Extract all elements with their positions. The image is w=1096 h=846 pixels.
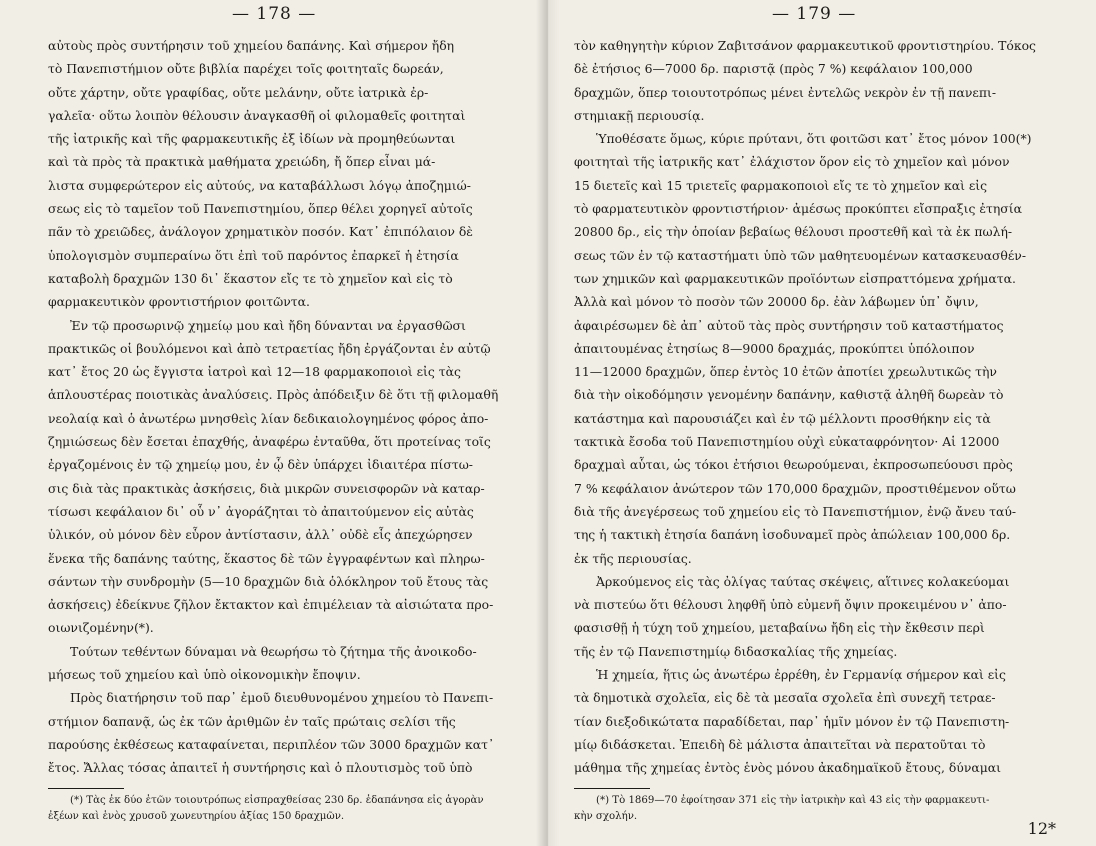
text-line: πᾶν τὸ χρειῶδες, ἀνάλογον χρηματικὸν ποσόν. Κατ᾽ ἐπιπόλαιον δὲ bbox=[48, 224, 473, 240]
text-line: μήσεως τοῦ χημείου καὶ ὑπὸ οἰκονομικὴν ἔποψιν. bbox=[48, 667, 361, 683]
text-line: Πρὸς διατήρησιν τοῦ παρ᾽ ἐμοῦ διευθυνομένου χημείου τὸ Πανεπι- bbox=[70, 690, 494, 706]
right-footnote bbox=[574, 793, 1072, 825]
text-line: παρούσης ἐκθέσεως καταφαίνεται, περιπλέον τῶν 3000 δραχμῶν κατ᾽ bbox=[48, 736, 495, 752]
text-line: 7 % κεφάλαιον ἀνώτερον τῶν 170,000 δραχμῶν, προστιθέμενον οὕτω bbox=[574, 480, 1016, 496]
text-line: διὰ τὴν οἰκοδόμησιν γενομένην δαπάνην, καθιστᾷ ἀληθῆ δωρεὰν τὸ bbox=[574, 387, 1004, 403]
text-line: οιωνιζομένην(*). bbox=[48, 620, 154, 636]
text-line: ἀφαιρέσωμεν δὲ ἀπ᾽ αὐτοῦ τὰς πρὸς συντήρησιν τοῦ καταστήματος bbox=[574, 317, 1004, 333]
text-line: της ἡ τακτικὴ ἐτησία δαπάνη ἰσοδυναμεῖ πρὸς ἀπώλειαν 100,000 δρ. bbox=[574, 527, 1011, 543]
text-line: Ἀρκούμενος εἰς τὰς ὀλίγας ταύτας σκέψεις, αἵτινες κολακεύομαι bbox=[596, 573, 1010, 589]
text-line: Ὑποθέσατε ὅμως, κύριε πρύτανι, ὅτι φοιτῶσι κατ᾽ ἔτος μόνον 100(*) bbox=[596, 131, 1032, 147]
text-line: καὶ τὰ πρὸς τὰ πρακτικὰ μαθήματα χρειώδη, ἤ ὅπερ εἶναι μά- bbox=[48, 154, 436, 170]
text-line: φοιτηταὶ τῆς ἰατρικῆς κατ᾽ ἐλάχιστον ὅρον εἰς τὸ χημεῖον καὶ μόνον bbox=[574, 154, 1010, 170]
left-page-number: — 178 — bbox=[232, 4, 317, 24]
paragraph bbox=[48, 314, 532, 640]
right-page-number: — 179 — bbox=[772, 4, 857, 24]
text-line: τακτικὰ ἔσοδα τοῦ Πανεπιστημίου οὐχὶ εὐκαταφρόνητον· Αἱ 12000 bbox=[574, 434, 1000, 450]
text-line: τὸν καθηγητὴν κύριον Ζαβιτσάνον φαρμακευτικοῦ φροντιστηρίου. Τόκος bbox=[574, 38, 1036, 53]
paragraph bbox=[48, 686, 532, 779]
text-line: τῆς ἐν τῷ Πανεπιστημίῳ διδασκαλίας τῆς χημείας. bbox=[574, 643, 898, 659]
text-line: φασισθῇ ἡ τύχη τοῦ χημείου, μεταβαίνω ἤδη εἰς τὴν ἔκθεσιν περὶ bbox=[574, 620, 985, 636]
right-page-body bbox=[574, 34, 1072, 780]
text-line: στημιακῇ περιουσίᾳ. bbox=[574, 107, 705, 123]
paragraph bbox=[574, 127, 1072, 570]
footnote-line: (*) Τὸ 1869—70 ἐφοίτησαν 371 εἰς τὴν ἰατρικὴν καὶ 43 εἰς τὴν φαρμακευτι- bbox=[596, 794, 990, 806]
footnote-rule bbox=[574, 788, 650, 789]
text-line: σάντων τὴν συνδρομὴν (5—10 δραχμῶν διὰ ὁλόκληρον τοῦ ἔτους τὰς bbox=[48, 573, 489, 589]
footnote-line: (*) Τὰς ἐκ δύο ἐτῶν τοιουτρόπως εἰσπραχθείσας 230 δρ. ἐδαπάνησα εἰς ἀγορὰν bbox=[70, 794, 484, 806]
text-line: αὐτοὺς πρὸς συντήρησιν τοῦ χημείου δαπάνης. Καὶ σήμερον ἤδη bbox=[48, 38, 455, 53]
text-line: κατ᾽ ἔτος 20 ὡς ἔγγιστα ἰατροὶ καὶ 12—18 φαρμακοποιοὶ εἰς τὰς bbox=[48, 364, 461, 380]
text-line: νεολαίᾳ καὶ ὁ ἀνωτέρω μνησθεὶς λίαν δεδικαιολογημένος φόρος ἀπο- bbox=[48, 410, 489, 426]
footnote-line: κὴν σχολήν. bbox=[574, 810, 638, 822]
text-line: δὲ ἐτήσιος 6—7000 δρ. παριστᾷ (πρὸς 7 %) κεφάλαιον 100,000 bbox=[574, 61, 973, 77]
text-line: σεως εἰς τὸ ταμεῖον τοῦ Πανεπιστημίου, ὅπερ θέλει χορηγεῖ αὐτοῖς bbox=[48, 201, 473, 217]
text-line: δραχμῶν, ὅπερ τοιουτοτρόπως μένει ἐντελῶς νεκρὸν ἐν τῇ πανεπι- bbox=[574, 84, 997, 100]
text-line: ἁπλουστέρας ποιοτικὰς ἀναλύσεις. Πρὸς ἀπόδειξιν δὲ ὅτι τῇ φιλομαθῆ bbox=[48, 387, 499, 403]
text-line: ὑλικόν, οὐ μόνον δὲν εὗρον ἀντίστασιν, ἀλλ᾽ οὐδὲ εἷς ἀπεχώρησεν bbox=[48, 527, 473, 543]
text-line: μάθημα τῆς χημείας ἐντὸς ἑνὸς μόνου ἀκαδημαϊκοῦ ἔτους, δύναμαι bbox=[574, 760, 1001, 776]
paragraph bbox=[48, 34, 532, 314]
text-line: τίαν διεξοδικώτατα παραδίδεται, παρ᾽ ἡμῖν μόνον ἐν τῷ Πανεπιστη- bbox=[574, 713, 1010, 729]
paragraph bbox=[574, 34, 1072, 127]
right-page bbox=[548, 0, 1096, 846]
footnote-line: ἐξέων καὶ ἑνὸς χρυσοῦ χωνευτηρίου ἀξίας 150 δραχμῶν. bbox=[48, 810, 345, 822]
text-line: ἐκ τῆς περιουσίας. bbox=[574, 550, 692, 566]
text-line: διὰ τῆς ἀνεγέρσεως τοῦ χημείου εἰς τὸ Πανεπιστήμιον, ἐνῷ ἄνευ ταύ- bbox=[574, 503, 1017, 519]
text-line: σεως τῶν ἐν τῷ καταστήματι ὑπὸ τῶν μαθητευομένων κατασκευασθέν- bbox=[574, 247, 1027, 263]
text-line: πρακτικῶς οἱ βουλόμενοι καὶ ἀπὸ τετραετίας ἤδη ἐργάζονται ἐν αὐτῷ bbox=[48, 340, 491, 356]
text-line: 11—12000 δραχμῶν, ὅπερ ἐντὸς 10 ἐτῶν ἀποτίει χρεωλυτικῶς τὴν bbox=[574, 364, 997, 380]
text-line: δραχμαὶ αὗται, ὡς τόκοι ἐτήσιοι θεωρούμεναι, ἐκπροσωπεύουσι πρὸς bbox=[574, 457, 1013, 473]
text-line: ἀσκήσεις) ἐδείκνυε ζῆλον ἔκτακτον καὶ ἐπιμέλειαν τὰ αἰσιώτατα προ- bbox=[48, 597, 494, 613]
text-line: μίῳ διδάσκεται. Ἐπειδὴ δὲ μάλιστα ἀπαιτεῖται νὰ περατοῦται τὸ bbox=[574, 736, 986, 752]
text-line: ἀπαιτουμένας ἐτησίως 8—9000 δραχμάς, προκύπτει ὑπόλοιπον bbox=[574, 340, 975, 356]
text-line: ὑπολογισμὸν συμπεραίνω ὅτι ἐπὶ τοῦ παρόντος ἐπαρκεῖ ἡ ἐτησία bbox=[48, 247, 459, 263]
text-line: τὸ φαρματευτικὸν φροντιστήριον· ἀμέσως προκύπτει εἴσπραξις ἐτησία bbox=[574, 201, 1022, 217]
text-line: τίσωσι κεφάλαιον δι᾽ οὗ ν᾽ ἀγοράζηται τὸ ἀπαιτούμενον εἰς αὐτὰς bbox=[48, 503, 474, 519]
text-line: στήμιον δαπανᾷ, ὡς ἐκ τῶν ἀριθμῶν ἐν ταῖς πρώταις σελίσι τῆς bbox=[48, 713, 456, 729]
text-line: ἕνεκα τῆς δαπάνης ταύτης, ἕκαστος δὲ τῶν ἐγγραφέντων καὶ πληρω- bbox=[48, 550, 485, 566]
text-line: των χημικῶν καὶ φαρμακευτικῶν προϊόντων εἰσπραττόμενα χρήματα. bbox=[574, 270, 1016, 286]
text-line: Ἐν τῷ προσωρινῷ χημείῳ μου καὶ ἤδη δύνανται να ἐργασθῶσι bbox=[70, 317, 466, 333]
text-line: τὸ Πανεπιστήμιον οὔτε βιβλία παρέχει τοῖς φοιτηταῖς δωρεάν, bbox=[48, 61, 444, 77]
text-line: γαλεῖα· οὕτω λοιπὸν θέλουσιν ἀναγκασθῆ οἱ φιλομαθεῖς φοιτηταὶ bbox=[48, 107, 466, 123]
left-footnote bbox=[48, 793, 532, 825]
paragraph bbox=[574, 663, 1072, 779]
text-line: τῆς ἰατρικῆς καὶ τῆς φαρμακευτικῆς ἐξ ἰδίων νὰ προμηθεύωνται bbox=[48, 131, 456, 147]
signature-mark: 12* bbox=[1027, 819, 1056, 838]
text-line: σις διὰ τὰς πρακτικὰς ἀσκήσεις, διὰ μικρῶν συνεισφορῶν νὰ καταρ- bbox=[48, 480, 485, 496]
text-line: ἔτος. Ἄλλας τόσας ἀπαιτεῖ ἡ συντήρησις καὶ ὁ πλουτισμὸς τοῦ ὑπὸ bbox=[48, 760, 473, 776]
text-line: ἐργαζομένοις ἐν τῷ χημείῳ μου, ἐν ᾧ δὲν ὑπάρχει ἰδιαιτέρα πίστω- bbox=[48, 457, 473, 473]
text-line: Τούτων τεθέντων δύναμαι νὰ θεωρήσω τὸ ζήτημα τῆς ἀνοικοδο- bbox=[70, 643, 477, 659]
text-line: νὰ πιστεύω ὅτι θέλουσι ληφθῆ ὑπὸ εὐμενῆ ὄψιν προκειμένου ν᾽ ἀπο- bbox=[574, 597, 1007, 613]
text-line: Ἡ χημεία, ἥτις ὡς ἀνωτέρω ἐρρέθη, ἐν Γερμανίᾳ σήμερον καὶ εἰς bbox=[596, 667, 1006, 683]
text-line: λιστα συμφερώτερον εἰς αὐτούς, να καταβάλλωσι λόγῳ ἀποζημιώ- bbox=[48, 177, 471, 193]
text-line: κατάστημα καὶ παρουσιάζει καὶ ἐν τῷ μέλλοντι προσθήκην εἰς τὰ bbox=[574, 410, 991, 426]
paragraph bbox=[48, 640, 532, 687]
text-line: 20800 δρ., εἰς τὴν ὁποίαν βεβαίως θέλουσι προστεθῆ καὶ τὰ ἐκ πωλή- bbox=[574, 224, 1013, 240]
text-line: Ἀλλὰ καὶ μόνον τὸ ποσὸν τῶν 20000 δρ. ἐὰν λάβωμεν ὑπ᾽ ὄψιν, bbox=[574, 294, 979, 310]
paragraph bbox=[574, 570, 1072, 663]
text-line: τὰ δημοτικὰ σχολεῖα, εἰς δὲ τὰ μεσαῖα σχολεῖα ἐπὶ συνεχῆ τετραε- bbox=[574, 690, 996, 706]
text-line: 15 διετεῖς καὶ 15 τριετεῖς φαρμακοποιοὶ εἴς τε τὸ χημεῖον καὶ εἰς bbox=[574, 177, 988, 193]
footnote-rule bbox=[48, 788, 124, 789]
left-page-body bbox=[48, 34, 532, 780]
text-line: οὔτε χάρτην, οὔτε γραφίδας, οὔτε μελάνην, οὔτε ἰατρικὰ ἐρ- bbox=[48, 84, 429, 100]
text-line: καταβολὴ δραχμῶν 130 δι᾽ ἕκαστον εἴς τε τὸ χημεῖον καὶ εἰς τὸ bbox=[48, 270, 453, 286]
text-line: ζημιώσεως δὲν ἔσεται ἐπαχθής, ἀναφέρω ἐνταῦθα, ὅτι προτείνας τοῖς bbox=[48, 434, 491, 450]
text-line: φαρμακευτικὸν φροντιστήριον φοιτῶντα. bbox=[48, 294, 310, 310]
